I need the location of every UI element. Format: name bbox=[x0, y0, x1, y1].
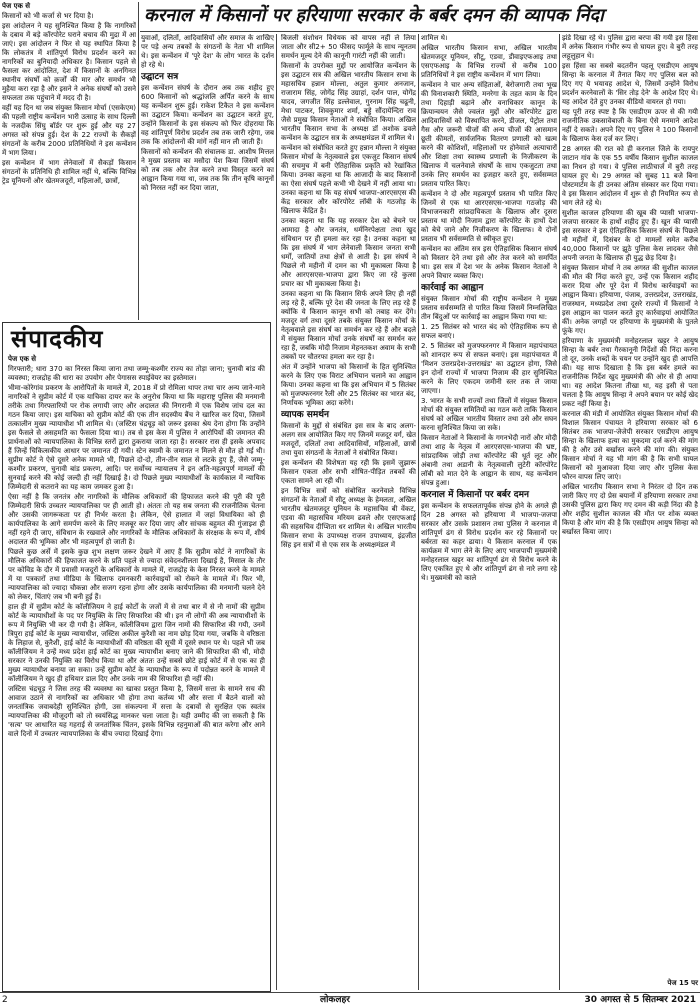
section-heading: उद्घाटन सत्र bbox=[141, 72, 179, 82]
paragraph: 3. भारत के सभी राज्यों तथा जिलों में संयुक्त किसान मोर्चा की संयुक्त समितियों का गठन करो ताकि किसान संघर्ष को अखिल भारतीय विस्तार तथा उसे और सघन करना सुनिश्चित किया जा सके। bbox=[421, 397, 557, 432]
paragraph: किसानों के मुद्दों से संबंधित इस सत्र के बाद अलग-अलग सत्र आयोजित किए गए जिनमें मजदूर वर्ग, खेत मजदूरों, दलितों तथा आदिवासियों, महिलाओं, छात्रों तथा युवा संगठनों के नेताओं ने संबोधित किया। bbox=[281, 422, 416, 457]
paragraph: किसानों के उपरोक्त मुद्दों पर आयोजित कन्वेंशन के इस उद्घाटन सत्र की अखिल भारतीय किसान सभा के महासचिव हन्नान मोल्ला, अतुल कुमार अनजान, राजाराम सिंह, जोगेंद्र सिंह उग्राहां, दर्शन पाल, योगेंद्र यादव, जगजीत सिंह डल्लेवाल, गुरनाम सिंह चढूनी, मेधा पाटकर, शिवकुमार शर्मा, बड्डे सौंदायेन्दिरा राव जैसे प्रमुख किसान नेताओं ने संबोधित किया। अखिल भारतीय किसान सभा के अध्यक्ष डॉ अशोक ढवले कन्वेंशन के उद्घाटन सत्र के अध्यक्षमंडल में शामिल थे। bbox=[281, 62, 416, 142]
article-column-1 bbox=[2, 2, 136, 318]
paragraph: उनका कहना था कि किसान सिर्फ अपने लिए ही नहीं लड़ रहे हैं, बल्कि पूरे देश की जनता के लिए लड़ रहे हैं क्योंकि ये किसान कानून सभी को तबाह कर देंगे। मजदूर वर्ग तथा दूसरे तबके संयुक्त किसान मोर्चा के नेतृत्ववाले इस संघर्ष का समर्थन कर रहे हैं और बदले में संयुक्त किसान मोर्चा उनके संघर्षों का समर्थन कर रहा है, जबकि मोदी निजाम मेहनतकश अवाम के सभी तबकों पर चौतरफा हमला कर रहा है। bbox=[281, 290, 416, 361]
paragraph: वहीं यह दिन था जब संयुक्त किसान मोर्चा (एसकेएम) की पहली राष्ट्रीय कन्वेंशन भारी उत्साह के साथ दिल्ली के नजदीक सिंघु बॉर्डर पर शुरू हुई और यह 27 अगस्त को संपन्न हुई। देश के 22 राज्यों के सैकड़ों संगठनों के करीब 2000 प्रतिनिधियों ने इस कन्वेंशन में भाग लिया। bbox=[2, 104, 136, 157]
paragraph: बिजली संशोधन विधेयक को वापस नहीं ले लिया जाता और सी2+ 50 फीसद फार्मूले के साथ न्यूनतम समर्थन मूल्य देने की कानूनी गारंटी नहीं की जाती। bbox=[281, 34, 416, 60]
section-heading: व्यापक समर्थन bbox=[281, 410, 329, 420]
issue-date: 30 अगस्त से 5 सितम्बर 2021 bbox=[584, 995, 696, 1005]
paragraph: ऐसा नहीं है कि जनतंत्र और नागरिकों के मौलिक अधिकारों की हिफाजत करने की पूरी की पूरी जिम्मेदारी सिर्फ उच्चतर न्यायपालिका पर ही आती हो। अंततः तो यह सब जनता की राजनीतिक चेतना और उसकी जागरूकता पर ही निर्भर करता है। लेकिन, ऐसे हालात में जहां विधायिका को ही कार्यपालिका के आगे समर्पण करने के लिए मजबूर कर दिया जाए और सांचक बहुमत की गुंजाइश ही नहीं रहने दी जाए, संविधान के रखवाले और नागरिकों के मौलिक अधिकारों के संरक्षक के रूप में, शीर्ष अदालत की भूमिका और भी महत्वपूर्ण हो जाती है। bbox=[8, 493, 265, 546]
article-column-4 bbox=[421, 34, 557, 990]
paragraph: इस हिंसा का सबसे बदतरीन पहलू एसडीएम आयुष सिन्हा के करनाल में तैनात किए गए पुलिस बल को दिए गए ये भयावह आदेश थे, जिसमें उन्होंने विरोध प्रदर्शन करनेवालों के 'सिर तोड़ देने' के आदेश दिए थे। यह आदेश देते हुए उनका वीडियो वायरल हो गया। bbox=[562, 62, 698, 106]
paragraph: किसान नेताओं ने किसानों के गगनभेदी नारों और मोदी तथा शाह के नेतृत्व में आरएसएस-भाजपा की भ्रष्ट, सांप्रदायिक जोड़ी तथा कॉरपोरेट की धूर्त लूट और अंबानी तथा अडानी के नेतृत्ववाली लुटेरी कॉरपोरेट लॉबी को मात देने के आह्वान के साथ, यह कन्वेंशन संपन्न हुआ। bbox=[421, 434, 557, 487]
paragraph: संयुक्त किसान मोर्चा ने तब अगस्त की सुशील काजल की मौत की निंदा करते हुए, उन्हें एक किसान शहीद करार दिया और पूरे देश में विरोध कार्रवाइयों का आह्वान किया। हरियाणा, पंजाब, उत्तरप्रदेश, उत्तराखंड, राजस्थान, मध्यप्रदेश तथा दूसरे राज्यों में किसानों ने इस आह्वान का पालन करते हुए कार्रवाइयां आयोजित कीं। अनेक जगहों पर हरियाणा के मुख्यमंत्री के पुतले फूंके गए। bbox=[562, 264, 698, 335]
paragraph: इस कन्वेंशन में भाग लेनेवालों में सैकड़ों किसान संगठनों के प्रतिनिधि ही शामिल नहीं थे, बल्कि विभिन्न ट्रेड यूनियनों और खेतमजदूरों, महिलाओं, छात्रों, bbox=[2, 159, 136, 185]
paragraph: पिछले कुछ अर्से में इसके कुछ शुभ लक्षण जरूर देखने में आए हैं कि सुप्रीम कोर्ट ने नागरिकों के मौलिक अधिकारों की हिफाजत करने के प्रति पहले से ज्यादा संवेदनशीलता दिखाई है, मिसाल के तौर पर कोविड के दौर में प्रवासी मजदूरों के अधिकारों के मामले में, राजद्रोह के केस निरस्त करने के मामले में या पत्रकारों तथा मीडिया के खिलाफ दमनकारी कार्रवाइयों को रोकने के मामले में। फिर भी, न्यायपालिका को ज्यादा चौकन्ना और सजग रहना होगा और उसके कार्यपालिका की मनमानी चलने देने को लेकर, चिंताएं जब भी बनी हुई हैं। bbox=[8, 548, 265, 601]
paragraph: इस कन्वेंशन संघर्ष के दौरान अब तक शहीद हुए 600 किसानों को श्रद्धांजलि अर्पित करने के साथ यह कन्वेंशन शुरू हुई। राकेश टिकैत ने इस कन्वेंशन का उद्घाटन किया। कन्वेंशन का उद्घाटन करते हुए, उन्होंने किसानों के इस संकल्प को फिर दोहराया कि वह शांतिपूर्ण विरोध प्रदर्शन तब तक जारी रहेगा, जब तक कि आंदोलनों की मांगें नहीं मान ली जाती हैं। bbox=[141, 84, 274, 146]
publication-name: लोकलहर bbox=[320, 995, 350, 1005]
column-divider bbox=[138, 2, 139, 320]
paragraph: जस्टिस चंद्रचूड़ ने जिस तरह की व्यवस्था का खाका प्रस्तुत किया है, जिसमें सत्ता के सामने सच की आवाज उठाने से नागरिकों का अधिकार भी होगा तथा कर्तव्य भी और सत्ता में बैठने वालों को जनतांत्रिक जवाबदेही सुनिश्चित होगी, उस संकल्पना में सत्ता के दबावों से सुरक्षित एक स्वतंत्र न्यायपालिका की मौजूदगी को तो स्वयंसिद्ध मानकर चला जाता है। यही उम्मीद की जा सकती है कि 'सत्य' पर आधारित यह गहराई से जनतांत्रिक चिंतन, इसके विभिन्न रहनुमाओं की बात करेगा और आने वाले दिनों में उच्चतर न्यायपालिका के बीच ज्यादा दिखाई देगा। bbox=[8, 685, 265, 738]
paragraph: संयुक्त किसान मोर्चा की राष्ट्रीय कन्वेंशन ने मुख्य प्रस्ताव सर्वसम्मति से पारित किया जिसमें निम्नलिखित तीन बिंदुओं पर कार्रवाई का आह्वान किया गया था: bbox=[421, 295, 557, 321]
page-headline: करनाल में किसानों पर हरियाणा सरकार के बर्बर दमन की व्यापक निंदा bbox=[144, 5, 604, 26]
paragraph: कन्वेंशन ने चार अन्य संहिताओं, बेरोजगारी तथा भूख की विनाशकारी स्थिति, मनरेगा के तहत काम के दिन तथा दिहाड़ी बढ़ाने और वनाधिकार कानून के क्रियान्वयन जैसे ज्वलंत मुद्दों और कॉरपोरेट द्वारा आदिवासियों को विस्थापित करने, डीजल, पेट्रोल तथा गैस और जरूरी चीजों की अन्य चीजों की आसमान छूती कीमतों, सार्वजनिक वितरण प्रणाली को खत्म करने की कोशिशों, महिलाओं पर होनेवाले अत्याचारों और शिक्षा तथा स्वास्थ्य प्रणाली के निजीकरण के खिलाफ में चलनेवाले संघर्षों के साथ एकजुटता तथा उनके लिए समर्थन का इजहार करते हुए, सर्वसम्मत प्रस्ताव पारित किए। bbox=[421, 81, 557, 188]
paragraph: हाल ही में सुप्रीम कोर्ट के कॉलीजियम ने हाई कोर्टों के जजों में से तथा बार में से नौ नामों की सुप्रीम कोर्ट के न्यायाधीशों के पद पर नियुक्ति के लिए सिफारिश की थी। इन नौ लोगों की अब न्यायाधीशों के रूप में नियुक्ति भी कर दी गयी है। लेकिन, कॉलीजियम द्वारा जिन नामों की सिफारिश की गयी, उनमें त्रिपुरा हाई कोर्ट के मुख्य न्यायाधीश, जस्टिस अकील कुरैशी का नाम छोड़ दिया गया, जबकि वे वरिष्ठता के लिहाज से, कुरैशी, हाई कोर्ट के न्यायाधीशों की वरिष्ठता की सूची में दूसरे स्थान पर थे। पहले भी जब कॉलीजियम ने उन्हें मध्य प्रदेश हाई कोर्ट का मुख्य न्यायाधीश बनाए जाने की सिफारिश की थी, मोदी सरकार ने उनकी नियुक्ति का विरोध किया था और अंततः उन्हें सबसे छोटे हाई कोर्ट में से एक का ही मुख्य न्यायाधीश बनाया जा सका। उन्हें सुप्रीम कोर्ट के न्यायाधीश के रूप में पदोन्नत करने के मामले में कॉलीजियम ने खुद ही हथियार डाल दिए और उनके नाम की सिफारिश ही नहीं की। bbox=[8, 603, 265, 683]
paragraph: अंत में उन्होंने भाजपा को किसानों के हित सुनिश्चित करने के लिए एक विराट अभियान चलाने का आह्वान किया। उनका कहना था कि इस अभियान में 5 सितंबर को मुजफ्फरनगर रैली और 25 सितंबर का भारत बंद, निर्णायक भूमिका अदा करेंगे। bbox=[281, 363, 416, 407]
article-column-5 bbox=[562, 34, 698, 990]
section-heading: कार्रवाई का आह्वान bbox=[421, 283, 484, 293]
headline-rule bbox=[140, 31, 698, 32]
continued-from-label: पेज एक से bbox=[2, 2, 31, 10]
editorial-box bbox=[2, 322, 271, 992]
section-heading: करनाल में किसानों पर बर्बर दमन bbox=[421, 490, 529, 500]
editorial-title: संपादकीय bbox=[11, 325, 104, 353]
paragraph: 2. 5 सितंबर को मुजफ्फरनगर में किसान महापंचायत को शानदार रूप से सफल बनाएं। इस महापंचायत में 'मिशन उत्तरप्रदेश-उत्तराखंड' का उद्घाटन होगा, जिसे इन दोनों राज्यों में भाजपा निजाम की हार सुनिश्चित करने के लिए एकदम जमीनी स्तर तक ले जाया जाएगा। bbox=[421, 342, 557, 395]
paragraph: युवाओं, दलितों, आदिवासियों और समाज के शाखिए पर पड़े अन्य तबकों के संगठनों के नेता भी शामिल थे। इस कन्वेंशन में 'पूरे देश' के लोग भारत के दर्शन हो रहे थे। bbox=[141, 34, 274, 69]
paragraph: शामिल थे। bbox=[421, 34, 448, 42]
article-column-2 bbox=[141, 34, 274, 318]
paragraph: इस कन्वेंशन के सफलतापूर्वक संपन्न होने के अगले ही दिन 28 अगस्त को हरियाणा में भाजपा-जजपा सरकार और उसके प्रशासन तथा पुलिस ने करनाल में शांतिपूर्ण ढंग से विरोध प्रदर्शन कर रहे किसानों पर बर्बरता का कहर ढाया। ये किसान करनाल में एक कार्यक्रम में भाग लेने के लिए आए भाजपायी मुख्यमंत्री मनोहरलाल खट्टर का शांतिपूर्ण ढंग से विरोध करने के लिए एकत्रित हुए थे और शांतिपूर्ण ढंग से नारे लगा रहे थे। मुख्यमंत्री को काले bbox=[421, 502, 557, 582]
paragraph: यह पूरी तरह स्पष्ट है कि एसडीएम ऊपर से की गयी राजनीतिक उकसावेबाजी के बिना ऐसे मनमाने आदेश नहीं दे सकते। अपने दिए गए पुलिस ने 100 किसानों के खिलाफ केस दर्ज कर लिए। bbox=[562, 108, 698, 143]
paragraph: कन्वेंशन ने दो और महत्वपूर्ण प्रस्ताव भी पारित किए जिनमें से एक था आरएसएस-भाजपा गठजोड़ की विभाजनकारी सांप्रदायिकता के खिलाफ और दूसरा प्रस्ताव था मोदी निजाम द्वारा कॉरपोरेट के हाथों देश को बेचे जाने और निजीकरण के खिलाफ। ये दोनों प्रस्ताव भी सर्वसम्मति से स्वीकृत हुए। bbox=[421, 190, 557, 243]
paragraph: अखिल भारतीय किसान सभा ने निरंतर दो दिन तक जारी किए गए दो प्रेस बयानों में हरियाणा सरकार तथा उसकी पुलिस द्वारा किए गए दमन की कड़ी निंदा की है और शहीद सुशील काजल की मौत पर शोक व्यक्त किया है और मांग की है कि एसडीएम आयुष सिन्हा को बर्खास्त किया जाए। bbox=[562, 483, 698, 536]
article-column-3 bbox=[281, 34, 416, 990]
paragraph: किसानों को कन्वेंशन की संचालक डा. आशीष मित्तल ने मुख्य प्रस्ताव का मसौदा पेश किया जिसमें संघर्ष को तब तक और तेज करने तथा विस्तृत करने का आह्वान किया गया था, जब तक कि तीन कृषि कानूनों को निरस्त नहीं कर दिया जाता, bbox=[141, 148, 274, 192]
column-divider bbox=[276, 34, 277, 990]
continued-from-label: पेज एक से bbox=[8, 355, 37, 363]
paragraph: हरियाणा के मुख्यमंत्री मनोहरलाल खट्टर ने आयुष सिन्हा के बर्बर तथा गैरकानूनी निर्देशों की निंदा करना तो दूर, उनके शब्दों के चयन पर उन्होंने खुद ही आपत्ति की। यह साफ दिखाता है कि इस बर्बर हमले का राजनीतिक निर्देश खुद मुख्यमंत्री की ओर से ही आया था। वह आदेश कितना तीखा था, यह इसी से पता चलता है कि आयुष सिन्हा ने अपने बयान पर कोई खेद प्रकट नहीं किया है। bbox=[562, 337, 698, 408]
paragraph: 28 अगस्त की रात को ही करनाल जिले के रायपुर जाटान गांव के एक 55 वर्षीय किसान सुशील काजल का निधन हो गया। वे पुलिस लाठीचार्ज में बुरी तरह घायल हुए थे। 29 अगस्त को सुबह 11 बजे बिना पोस्टमार्टम के ही उनका अंतिम संस्कार कर दिया गया। वे इस किसान आंदोलन में शुरू से ही नियमित रूप से भाग लेते रहे थे। bbox=[562, 145, 698, 207]
paragraph: भीमा-कोरेगांव प्रकरण के आरोपितों के मामले में, 2018 में प्रो रोमिला थापर तथा चार अन्य जाने-माने नागरिकों ने सुप्रीम कोर्ट में एक याचिका दायर कर के अनुरोध किया था कि महाराष्ट्र पुलिस की मनमानी तरीके तथा गिरफ्तारियों पर रोक लगायी जाए और अदालत की निगरानी में एक विशेष जांच दल का गठन किया जाए। इस याचिका को सुप्रीम कोर्ट की एक तीन सदस्यीय बैंच ने खारिज कर दिया, जिसमें तत्कालीन मुख्य न्यायाधीश भी शामिल थे। (जस्टिस चंद्रचूड़ को जरूर इसका श्रेय देना होगा कि उन्होंने इस फैसले से असहमति का फैसला दिया था।) तब से इस केस में पुलिस ने आरोपियों की जमानत की प्रार्थनाओं को न्यायपालिका के विभिन्न स्तरों द्वारा ठुकराया जाता रहा है। सरकार रास ही इसके अपवाद हैं जिन्हें चिकित्सकीय आधार पर जमानत दी गयी। स्टेन स्वामी के जमानत न मिलने से मौत हो गई थी। सुप्रीम कोर्ट ने ऐसे दूसरे अनेक मामले भी, पिछले दो-दो, तीन-तीन साल से लटके हुए हैं, जैसे जम्मू-कश्मीर प्रकरण, चुनावी बांड प्रकरण, आदि। पर सर्वोच्च न्यायालय ने इन अति-महत्वपूर्ण मामलों की सुनवाई करने की कोई जल्दी ही नहीं दिखाई है। दो पिछले मुख्य न्यायाधीशों के कार्यकाल में न्यायिक जिम्मेदारी से कतराने का यह काम जमकर हुआ है। bbox=[8, 384, 265, 491]
page-number: 2 bbox=[2, 995, 8, 1005]
paragraph: उनका कहना था कि यह सरकार देश को बेचने पर आमादा है और जनतंत्र, धर्मनिरपेक्षता तथा खुद संविधान पर ही हमला कर रहा है। उनका कहना था कि इस संघर्ष में भाग लेनेवाली किसान जनता सभी धर्मों, जातियों तथा क्षेत्रों से आती है। इस संघर्ष ने पिछले नौ महीनों में दमन का भी मुकाबला किया है और आरएसएस-भाजपा द्वारा किए जा रहे कुत्सा प्रचार का भी मुकाबला किया है। bbox=[281, 217, 416, 288]
paragraph: इस कन्वेंशन की विशेषता यह रही कि इसमें जुझारू किसान एकता और सभी शोषित-पीड़ित तबकों की एकता सामने आ रही थी। bbox=[281, 459, 416, 485]
paragraph: कन्वेंशन का अंतिम सत्र इस ऐतिहासिक किसान संघर्ष को विस्तार देने तथा इसे और तेज करने को समर्पित था। इस सत्र में देश भर के अनेक किसान नेताओं ने अपने विचार व्यक्त किए। bbox=[421, 245, 557, 280]
column-divider bbox=[418, 34, 419, 990]
paragraph: करनाल की मंडी में आयोजित संयुक्त किसान मोर्चा की विशाल किसान पंचायत ने हरियाणा सरकार को 6 सितंबर तक भाजपा-जेजेपी सरकार एसडीएम आयुष सिन्हा के खिलाफ हत्या का मुकदमा दर्ज करने की मांग की है और उसे बर्खास्त करने की मांग की। संयुक्त किसान मोर्चा ने यह भी मांग की है कि सभी घायल किसानों को मुआवजा दिया जाए और पुलिस केस फौरन वापस लिए जाएं। bbox=[562, 410, 698, 481]
paragraph: कन्वेंशन को संबोधित करते हुए हन्नान मौल्ला ने संयुक्त किसान मोर्चा के नेतृत्ववाले इस एकजुट किसान संघर्ष की सचमुच में बनी ऐतिहासिक प्रकृति को रेखांकित किया। उनका कहना था कि आजादी के बाद किसानों का ऐसा संघर्ष पहले कभी भी देखने में नहीं आया था। उनका कहना था कि यह संघर्ष भाजपा-आरएसएस की केंद्र सरकार और कॉरपोरेट लॉबी के गठजोड़ के खिलाफ केंद्रित है। bbox=[281, 144, 416, 215]
paragraph: 1. 25 सितंबर को भारत बंद को ऐतिहासिक रूप से सफल बनाएं। bbox=[421, 323, 557, 340]
paragraph: इन विभिन्न सत्रों को संबोधित करनेवाले विभिन्न संगठनों के नेताओं में सीटू अध्यक्ष के हेमलता, अखिल भारतीय खेतमजदूर यूनियन के महासचिव बी वेंकट, एडवा की महासचिव मरियम ढवले और एसएफआई की सहसचिव दीप्शिता धर शामिल थे। अखिल भारतीय किसान सभा के उपाध्यक्ष राजन उपाध्याय, इंद्रजीत सिंह इन सत्रों में से एक सत्र के अध्यक्षमंडल में bbox=[281, 487, 416, 549]
paragraph: किसानों को भी कर्जा से भर दिया है। bbox=[2, 12, 94, 20]
paragraph: गिरफ्तारी; धारा 370 का निरस्त किया जाना तथा जम्मू-कश्मीर राज्य का तोड़ा जाना; चुनावी बांड की व्यवस्था; राजद्रोह की धारा का उपयोग और पेगासस स्पाईवेयर का इस्तेमाल। bbox=[8, 365, 265, 382]
continued-on-label: पेज 15 पर bbox=[640, 979, 698, 988]
paragraph: इस आंदोलन ने यह सुनिश्चित किया है कि नागरिकों के दबाव में बड़े कॉरपोरेट घराने बचाव की मुद्रा में आ जाएं। इस आंदोलन ने फिर से यह स्थापित किया है कि लोकतंत्र में शांतिपूर्ण विरोध प्रदर्शन करने का नागरिकों का बुनियादी अधिकार है। किसान पहले से फैसला कर आंदोलित, देश में किसानों के अनगिनत स्थानीय संघर्षों को क़र्जों की मार और समर्थन भी मुहैया करा रहा है और इसने ने अनेक संघर्षों को उसने सफलता तक पहुंचाने में मदद दी है। bbox=[2, 22, 136, 102]
page-footer bbox=[0, 992, 700, 1008]
paragraph: सुशील काजल हरियाणा की खूब की प्यासी भाजपा-जजपा सरकार के हाथों शहीद हुए हैं। खून की प्यासी इस सरकार ने इस ऐतिहासिक किसान संघर्ष के पिछले नौ महीनों में, दिसंबर के दो मामलों समेत करीब 40,000 किसानों पर झूठे पुलिस केस लादकर जैसे अपनी जनता के खिलाफ ही युद्ध छेड़ दिया है। bbox=[562, 209, 698, 262]
column-divider bbox=[559, 34, 560, 990]
paragraph: झंडे दिखा रहे थे। पुलिस द्वारा बरपा की गयी इस हिंसा में अनेक किसान गंभीर रूप से घायल हुए। वे बुरी तरह लहूलुहान थे। bbox=[562, 34, 698, 60]
paragraph: अखिल भारतीय किसान सभा, अखिल भारतीय खेतमजदूर यूनियन, सीटू, एडवा, डीवाइएफआइ तथा एसएफआइ के विभिन्न राज्यों से करीब 100 प्रतिनिधियों ने इस राष्ट्रीय कन्वेंशन में भाग लिया। bbox=[421, 44, 557, 79]
